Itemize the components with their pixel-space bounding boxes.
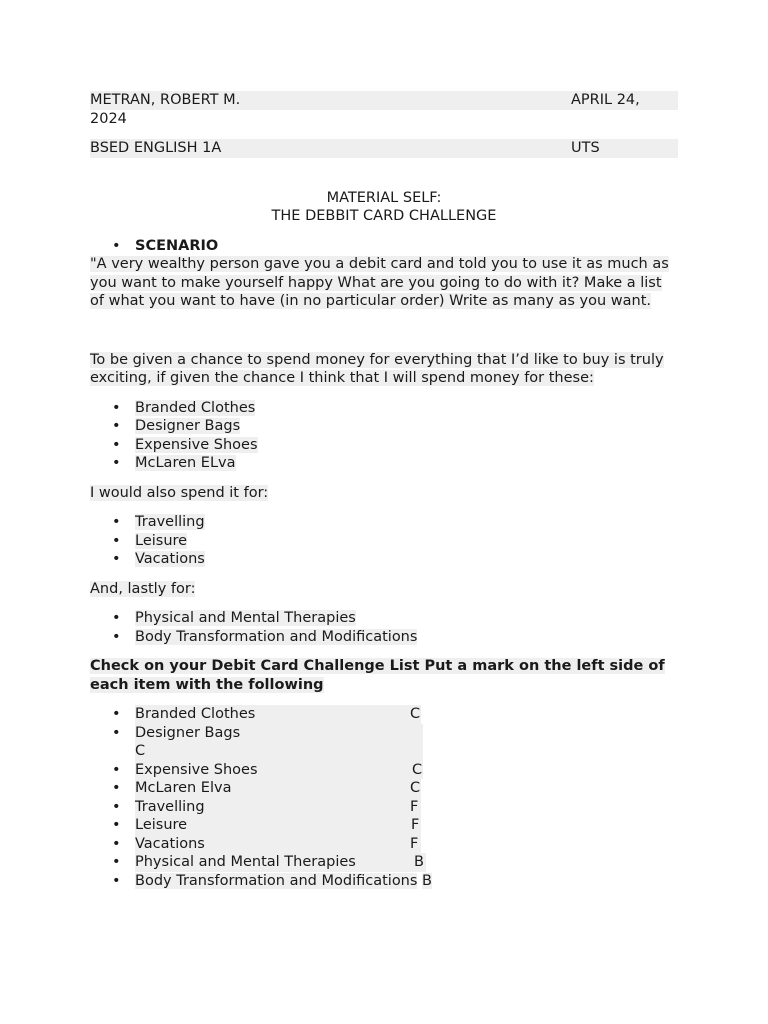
subject: UTS — [571, 140, 600, 156]
checklist — [90, 705, 678, 890]
wish-list-2 — [90, 513, 678, 569]
checklist-row: • Leisure F — [90, 816, 678, 835]
document-title — [90, 189, 678, 226]
checklist-row: • Travelling F — [90, 798, 678, 817]
list-item: • Vacations — [90, 550, 678, 569]
student-name: METRAN, ROBERT M. — [90, 92, 241, 108]
list-item: • Leisure — [90, 532, 678, 551]
list-item: • McLaren ELva — [90, 454, 678, 473]
wish-list-3 — [90, 609, 678, 646]
date-line-2: 2024 — [90, 110, 127, 127]
scenario-list — [90, 237, 678, 256]
also-label: I would also spend it for: — [90, 484, 269, 501]
checklist-row: • Physical and Mental Therapies B — [90, 853, 678, 872]
checklist-row: • Vacations F — [90, 835, 678, 854]
scenario-heading: • SCENARIO — [90, 237, 678, 256]
wish-list-1 — [90, 399, 678, 473]
header-row-1 — [90, 91, 678, 110]
list-item: • Physical and Mental Therapies — [90, 609, 678, 628]
document-page — [90, 91, 678, 890]
title-line-1: MATERIAL SELF: — [326, 189, 442, 206]
list-item: • Designer Bags — [90, 417, 678, 436]
course: BSED ENGLISH 1A — [90, 140, 222, 156]
date-line-1: APRIL 24, — [571, 92, 640, 108]
lastly-label: And, lastly for: — [90, 580, 196, 597]
checklist-row: • McLaren Elva C — [90, 779, 678, 798]
intro-paragraph: To be given a chance to spend money for everything that I’d like to buy is truly exciting, if given the chance I think that I will spend money for these: — [90, 351, 664, 386]
header-row-2 — [90, 139, 678, 158]
list-item: • Travelling — [90, 513, 678, 532]
scenario-text: "A very wealthy person gave you a debit card and told you to use it as much as you want to make yourself happy What are you going to do with it? Make a list of what you want to have (in no particular order) Write as many as you want. — [90, 256, 669, 309]
list-item: • Body Transformation and Modifications — [90, 628, 678, 647]
title-line-2: THE DEBBIT CARD CHALLENGE — [271, 208, 497, 224]
list-item: • Expensive Shoes — [90, 436, 678, 455]
list-item: • Branded Clothes — [90, 399, 678, 418]
checklist-row: • Branded Clothes C — [90, 705, 678, 724]
checklist-row: • Designer BagsC — [90, 724, 678, 761]
checklist-row: • Expensive Shoes C — [90, 761, 678, 780]
checklist-row: • Body Transformation and Modifications B — [90, 872, 678, 891]
check-heading: Check on your Debit Card Challenge List Put a mark on the left side of each item with the following — [90, 658, 665, 693]
